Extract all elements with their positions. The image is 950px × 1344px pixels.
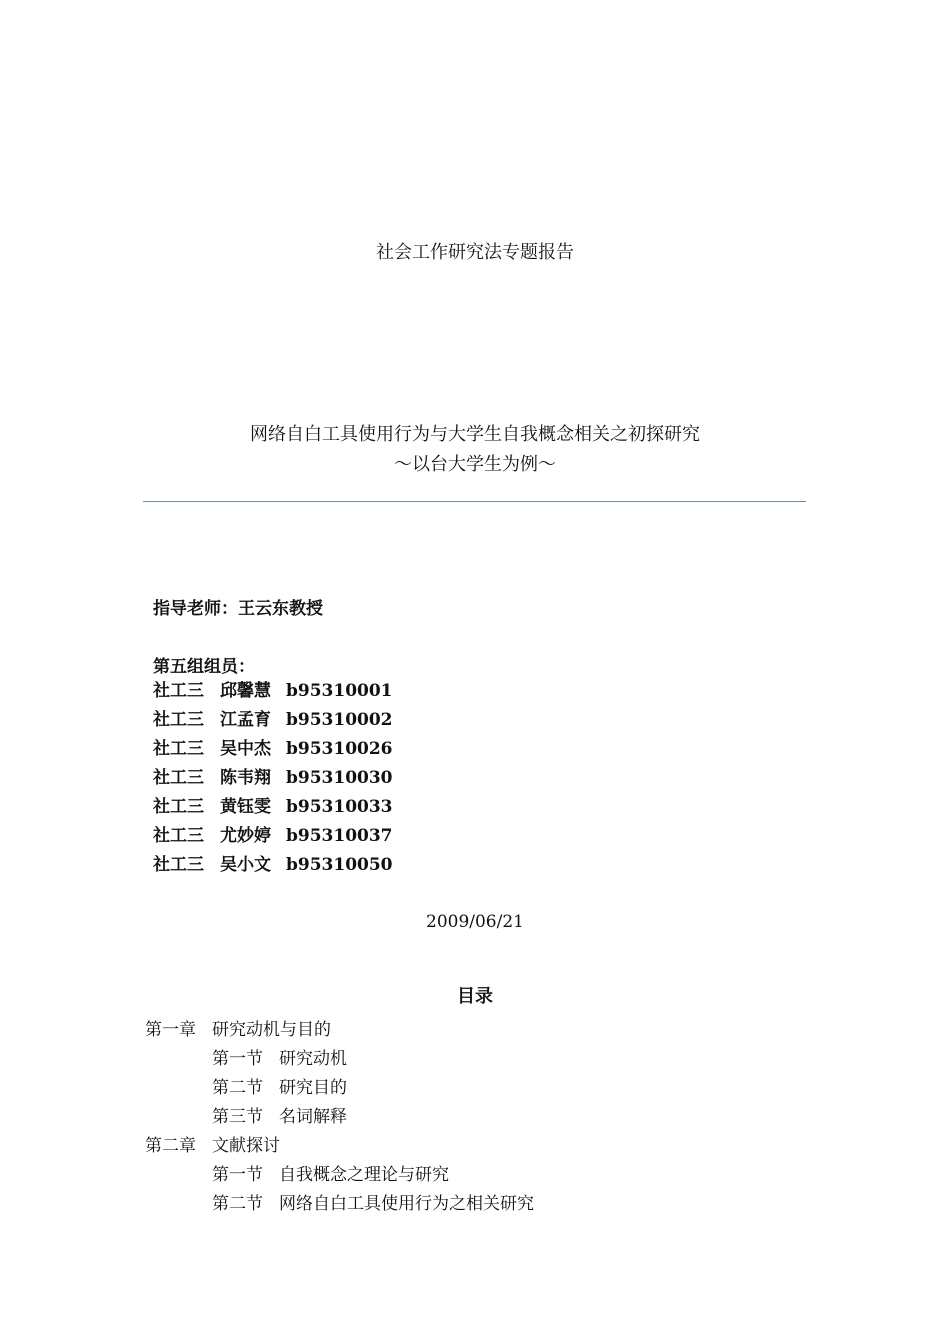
member-name: 尤妙婷 (220, 826, 271, 846)
member-row (153, 739, 393, 768)
report-subtitle: ～以台大学生为例～ (394, 454, 556, 475)
member-name: 江孟育 (220, 710, 271, 730)
member-class: 社工三 (153, 797, 204, 817)
toc-text: 研究动机 (279, 1049, 347, 1069)
report-title: 网络自白工具使用行为与大学生自我概念相关之初探研究 (250, 424, 700, 445)
member-id: b95310030 (286, 768, 393, 788)
member-name: 邱馨慧 (220, 681, 271, 701)
member-row (153, 768, 393, 797)
member-id: b95310026 (286, 739, 393, 759)
member-class: 社工三 (153, 855, 204, 875)
toc-text: 文献探讨 (212, 1136, 280, 1156)
toc-text: 网络自白工具使用行为之相关研究 (279, 1194, 534, 1214)
toc-title: 目录 (457, 986, 493, 1007)
member-name: 吴小文 (220, 855, 271, 875)
toc-number: 第一章 (145, 1020, 196, 1040)
member-id: b95310002 (286, 710, 393, 730)
member-class: 社工三 (153, 826, 204, 846)
member-id: b95310033 (286, 797, 393, 817)
toc-chapter (0, 1135, 950, 1164)
toc-number: 第二节 (212, 1078, 263, 1098)
report-date: 2009/06/21 (426, 912, 524, 932)
member-class: 社工三 (153, 768, 204, 788)
member-row (153, 681, 393, 710)
toc-section (0, 1193, 950, 1222)
toc-text: 名词解释 (279, 1107, 347, 1127)
report-label: 社会工作研究法专题报告 (376, 242, 574, 263)
toc-section (0, 1048, 950, 1077)
member-name: 吴中杰 (220, 739, 271, 759)
member-class: 社工三 (153, 681, 204, 701)
toc-number: 第一节 (212, 1165, 263, 1185)
toc-number: 第三节 (212, 1107, 263, 1127)
member-id: b95310037 (286, 826, 393, 846)
member-class: 社工三 (153, 710, 204, 730)
member-row (153, 855, 393, 884)
toc-number: 第二节 (212, 1194, 263, 1214)
title-divider (143, 501, 806, 502)
toc-section (0, 1077, 950, 1106)
member-name: 黄钰雯 (220, 797, 271, 817)
toc-number: 第二章 (145, 1136, 196, 1156)
member-id: b95310050 (286, 855, 393, 875)
member-name: 陈韦翔 (220, 768, 271, 788)
member-class: 社工三 (153, 739, 204, 759)
advisor-line: 指导老师：王云东教授 (153, 599, 323, 619)
toc-text: 自我概念之理论与研究 (279, 1165, 449, 1185)
member-id: b95310001 (286, 681, 393, 701)
member-row (153, 826, 393, 855)
group-label: 第五组组员： (153, 657, 255, 677)
toc-section (0, 1164, 950, 1193)
table-of-contents (0, 1019, 950, 1222)
member-row (153, 710, 393, 739)
toc-section (0, 1106, 950, 1135)
toc-text: 研究动机与目的 (212, 1020, 331, 1040)
member-list (153, 681, 393, 884)
member-row (153, 797, 393, 826)
toc-number: 第一节 (212, 1049, 263, 1069)
toc-text: 研究目的 (279, 1078, 347, 1098)
toc-chapter (0, 1019, 950, 1048)
